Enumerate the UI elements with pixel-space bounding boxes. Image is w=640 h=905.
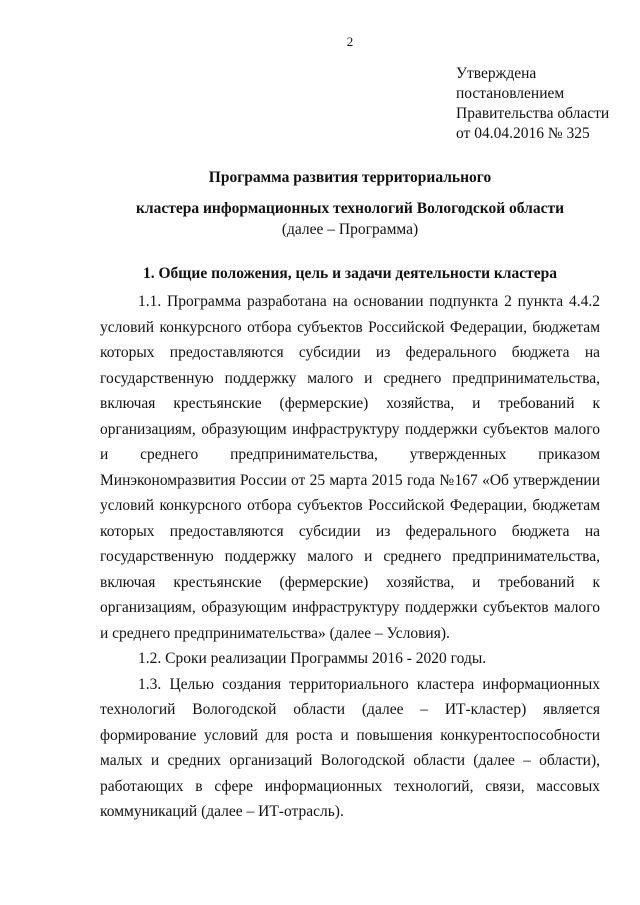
document-subtitle: (далее – Программа) <box>281 221 419 238</box>
paragraph-1-1: 1.1. Программа разработана на основании подпункта 2 пункта 4.4.2 условий конкурсного отбора субъектов Российской Федерации, бюджетам которых предоставляются субсидии из федерального бюджета на государственную поддержку малого и среднего предпринимательства, включая крестьянские (фермерские) хозяйства, и требований к организациям, образующим инфраструктуру поддержки субъектов малого и среднего предпринимательства, утвержденных приказом Минэкономразвития России от 25 марта 2015 года №167 «Об утверждении условий конкурсного отбора субъектов Российской Федерации, бюджетам которых предоставляются субсидии из федерального бюджета на государственную поддержку малого и среднего предпринимательства, включая крестьянские (фермерские) хозяйства, и требований к организациям, образующим инфраструктуру поддержки субъектов малого и среднего предпринимательства» (далее – Условия). <box>100 293 600 642</box>
approval-line: от 04.04.2016 № 325 <box>456 125 590 142</box>
paragraph-1-2: 1.2. Сроки реализации Программы 2016 - 2020 годы. <box>138 650 487 667</box>
document-title-line: Программа развития территориального <box>208 169 492 186</box>
approval-line: постановлением <box>456 85 565 102</box>
section-body <box>100 289 600 825</box>
approval-stamp <box>456 64 609 144</box>
document-title-line: кластера информационных технологий Вологодской области <box>135 200 565 217</box>
approval-line: Утверждена <box>456 65 537 82</box>
section-heading: 1. Общие положения, цель и задачи деятельности кластера <box>143 265 557 282</box>
page-number: 2 <box>346 34 354 49</box>
paragraph-1-3: 1.3. Целью создания территориального кластера информационных технологий Вологодской области (далее – ИТ-кластер) является формирование условий для роста и повышения конкурентоспособности малых и средних организаций Вологодской области (далее – области), работающих в сфере информационных технологий, связи, массовых коммуникаций (далее – ИТ-отрасль). <box>100 675 600 820</box>
approval-line: Правительства области <box>456 105 610 122</box>
